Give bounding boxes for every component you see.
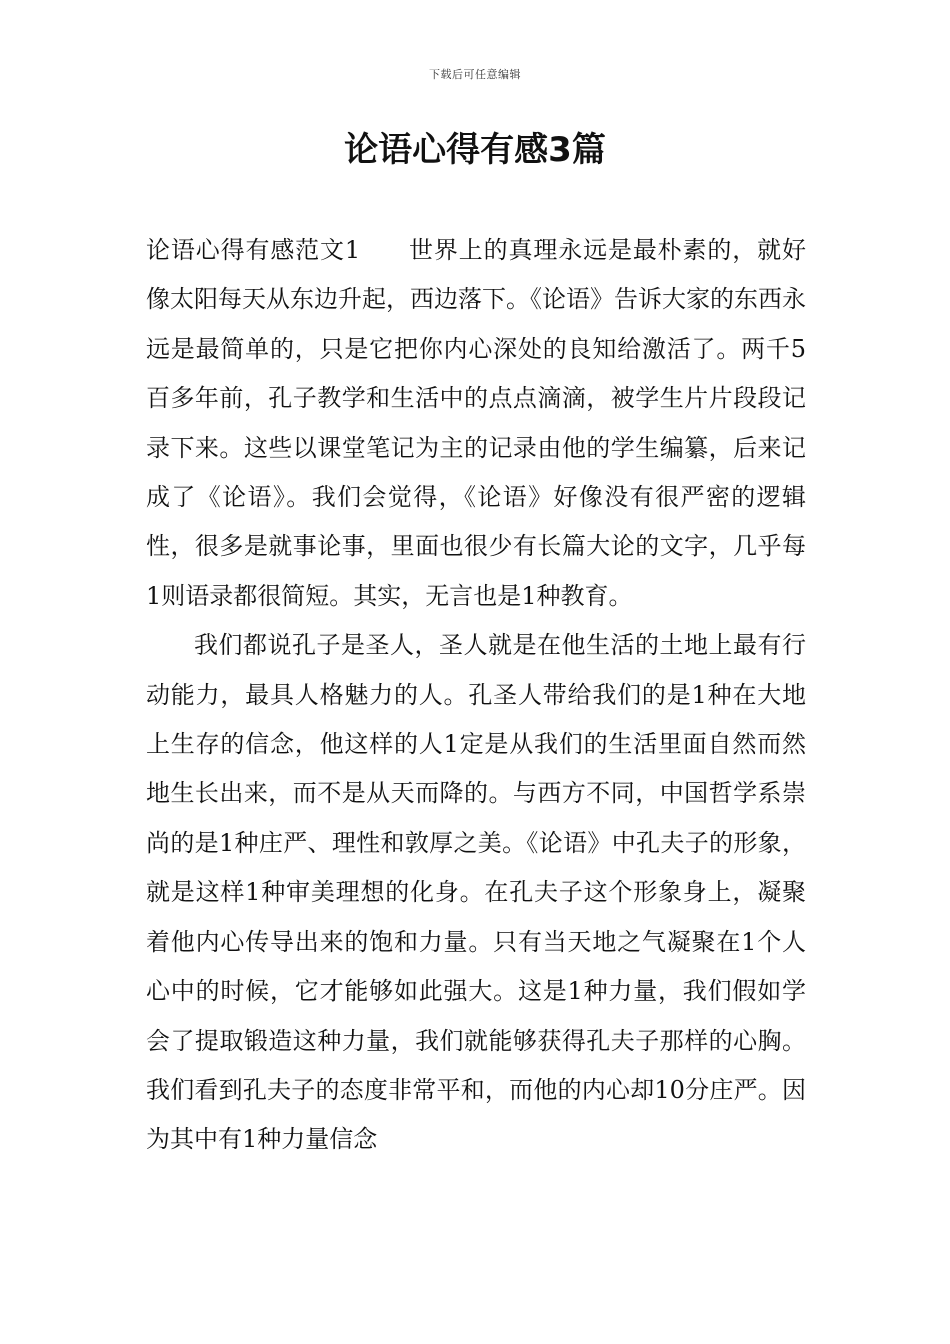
paragraph-1-text: 世界上的真理永远是最朴素的，就好像太阳每天从东边升起，西边落下。《论语》告诉大家的东西永远是最简单的，只是它把你内心深处的良知给激活了。两千5百多年前，孔子教学和生活中的点点滴滴，被学生片片段段记录下来。这些以课堂笔记为主的记录由他的学生编纂，后来记成了《论语》。我们会觉得，《论语》好像没有很严密的逻辑性，很多是就事论事，里面也很少有长篇大论的文字，几乎每1则语录都很简短。其实，无言也是1种教育。 bbox=[146, 236, 806, 610]
document-title: 论语心得有感3篇 bbox=[344, 130, 606, 170]
header-note: 下载后可任意编辑 bbox=[429, 68, 521, 81]
paragraph-2: 我们都说孔子是圣人，圣人就是在他生活的土地上最有行动能力，最具人格魅力的人。孔圣人带给我们的是1种在大地上生存的信念，他这样的人1定是从我们的生活里面自然而然地生长出来，而不是从天而降的。与西方不同，中国哲学系崇尚的是1种庄严、理性和敦厚之美。《论语》中孔夫子的形象，就是这样1种审美理想的化身。在孔夫子这个形象身上，凝聚着他内心传导出来的饱和力量。只有当天地之气凝聚在1个人心中的时候，它才能够如此强大。这是1种力量，我们假如学会了提取锻造这种力量，我们就能够获得孔夫子那样的心胸。我们看到孔夫子的态度非常平和，而他的内心却10分庄严。因为其中有1种力量信念 bbox=[146, 631, 806, 1154]
paragraph-1 bbox=[146, 226, 806, 621]
paragraph-1-lead: 论语心得有感范文1 bbox=[146, 236, 361, 264]
document-body bbox=[146, 226, 806, 1165]
